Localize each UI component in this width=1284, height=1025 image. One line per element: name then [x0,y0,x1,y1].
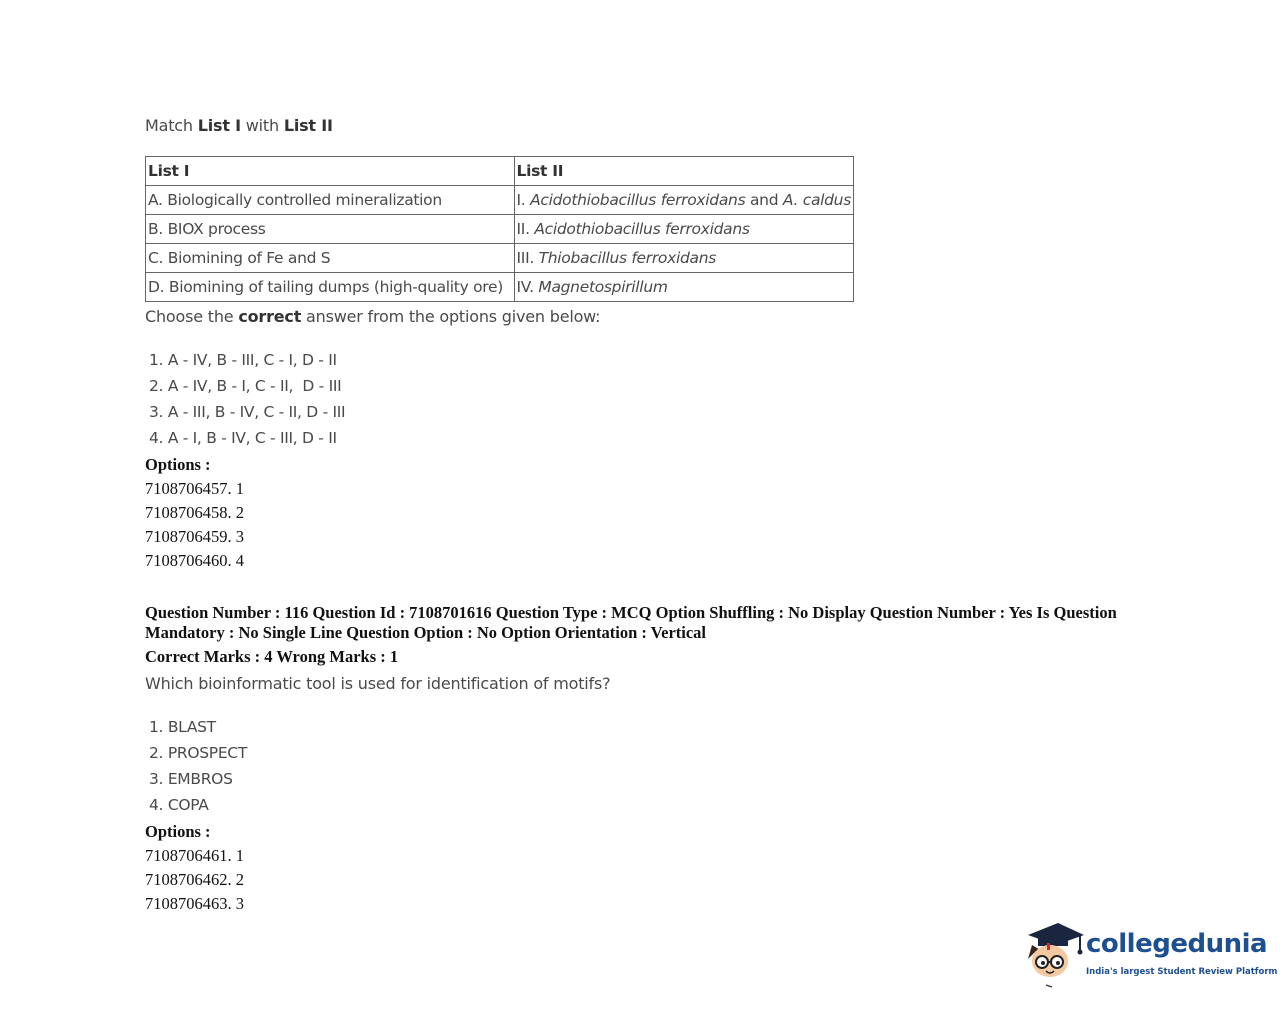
question-marks: Correct Marks : 4 Wrong Marks : 1 [145,647,399,666]
answer-option-4: 4. A - I, B - IV, C - III, D - II [149,429,337,447]
option-id-1: 7108706461. 1 [145,846,244,865]
logo-tagline: India's largest Student Review Platform [1086,967,1278,977]
answer-option-4: 4. COPA [149,796,209,814]
table-row [146,244,854,273]
list1-item-c: C. Biomining of Fe and S [146,244,515,273]
match-instruction [145,116,333,135]
list2-item-ii: II. Acidothiobacillus ferroxidans [514,215,853,244]
answer-option-2: 2. A - IV, B - I, C - II, D - III [149,377,342,395]
option-id-2: 7108706462. 2 [145,870,244,889]
option-id-2: 7108706458. 2 [145,503,244,522]
list1-item-d: D. Biomining of tailing dumps (high-quality ore) [146,273,515,302]
option-id-1: 7108706457. 1 [145,479,244,498]
option-id-4: 7108706460. 4 [145,551,244,570]
collegedunia-logo [1022,915,1278,993]
list2-item-i: I. Acidothiobacillus ferroxidans and A. caldus [514,186,853,215]
answer-option-1: 1. A - IV, B - III, C - I, D - II [149,351,337,369]
answer-option-3: 3. EMBROS [149,770,233,788]
header-list-1: List I [146,157,515,186]
match-table [145,156,854,302]
intro-middle: with [240,116,284,135]
table-row [146,215,854,244]
options-label-q2: Options : [145,822,211,841]
list1-item-a: A. Biologically controlled mineralization [146,186,515,215]
answer-list-q1 [149,347,345,451]
table-row [146,186,854,215]
list1-item-b: B. BIOX process [146,215,515,244]
question-text: Which bioinformatic tool is used for identification of motifs? [145,674,611,693]
answer-option-3: 3. A - III, B - IV, C - II, D - III [149,403,346,421]
choose-instruction: Choose the correct answer from the options given below: [145,307,601,326]
answer-option-2: 2. PROSPECT [149,744,248,762]
mascot-icon [1022,915,1086,993]
header-list-2: List II [514,157,853,186]
answer-list-q2 [149,714,247,818]
option-id-3: 7108706459. 3 [145,527,244,546]
answer-option-1: 1. BLAST [149,718,216,736]
option-id-3: 7108706463. 3 [145,894,244,913]
list2-item-iv: IV. Magnetospirillum [514,273,853,302]
table-row [146,273,854,302]
intro-list1: List I [197,116,241,135]
intro-prefix: Match [145,116,198,135]
intro-list2: List II [283,116,333,135]
logo-brand-name: collegedunia [1086,929,1268,959]
question-metadata: Question Number : 116 Question Id : 7108701616 Question Type : MCQ Option Shuffling : No Display Question Number : Yes Is Question Mandatory : No Single Line Question Option : No Option Orientation : Vertical [145,603,1117,642]
list2-item-iii: III. Thiobacillus ferroxidans [514,244,853,273]
options-label-q1: Options : [145,455,211,474]
table-header-row [146,157,854,186]
